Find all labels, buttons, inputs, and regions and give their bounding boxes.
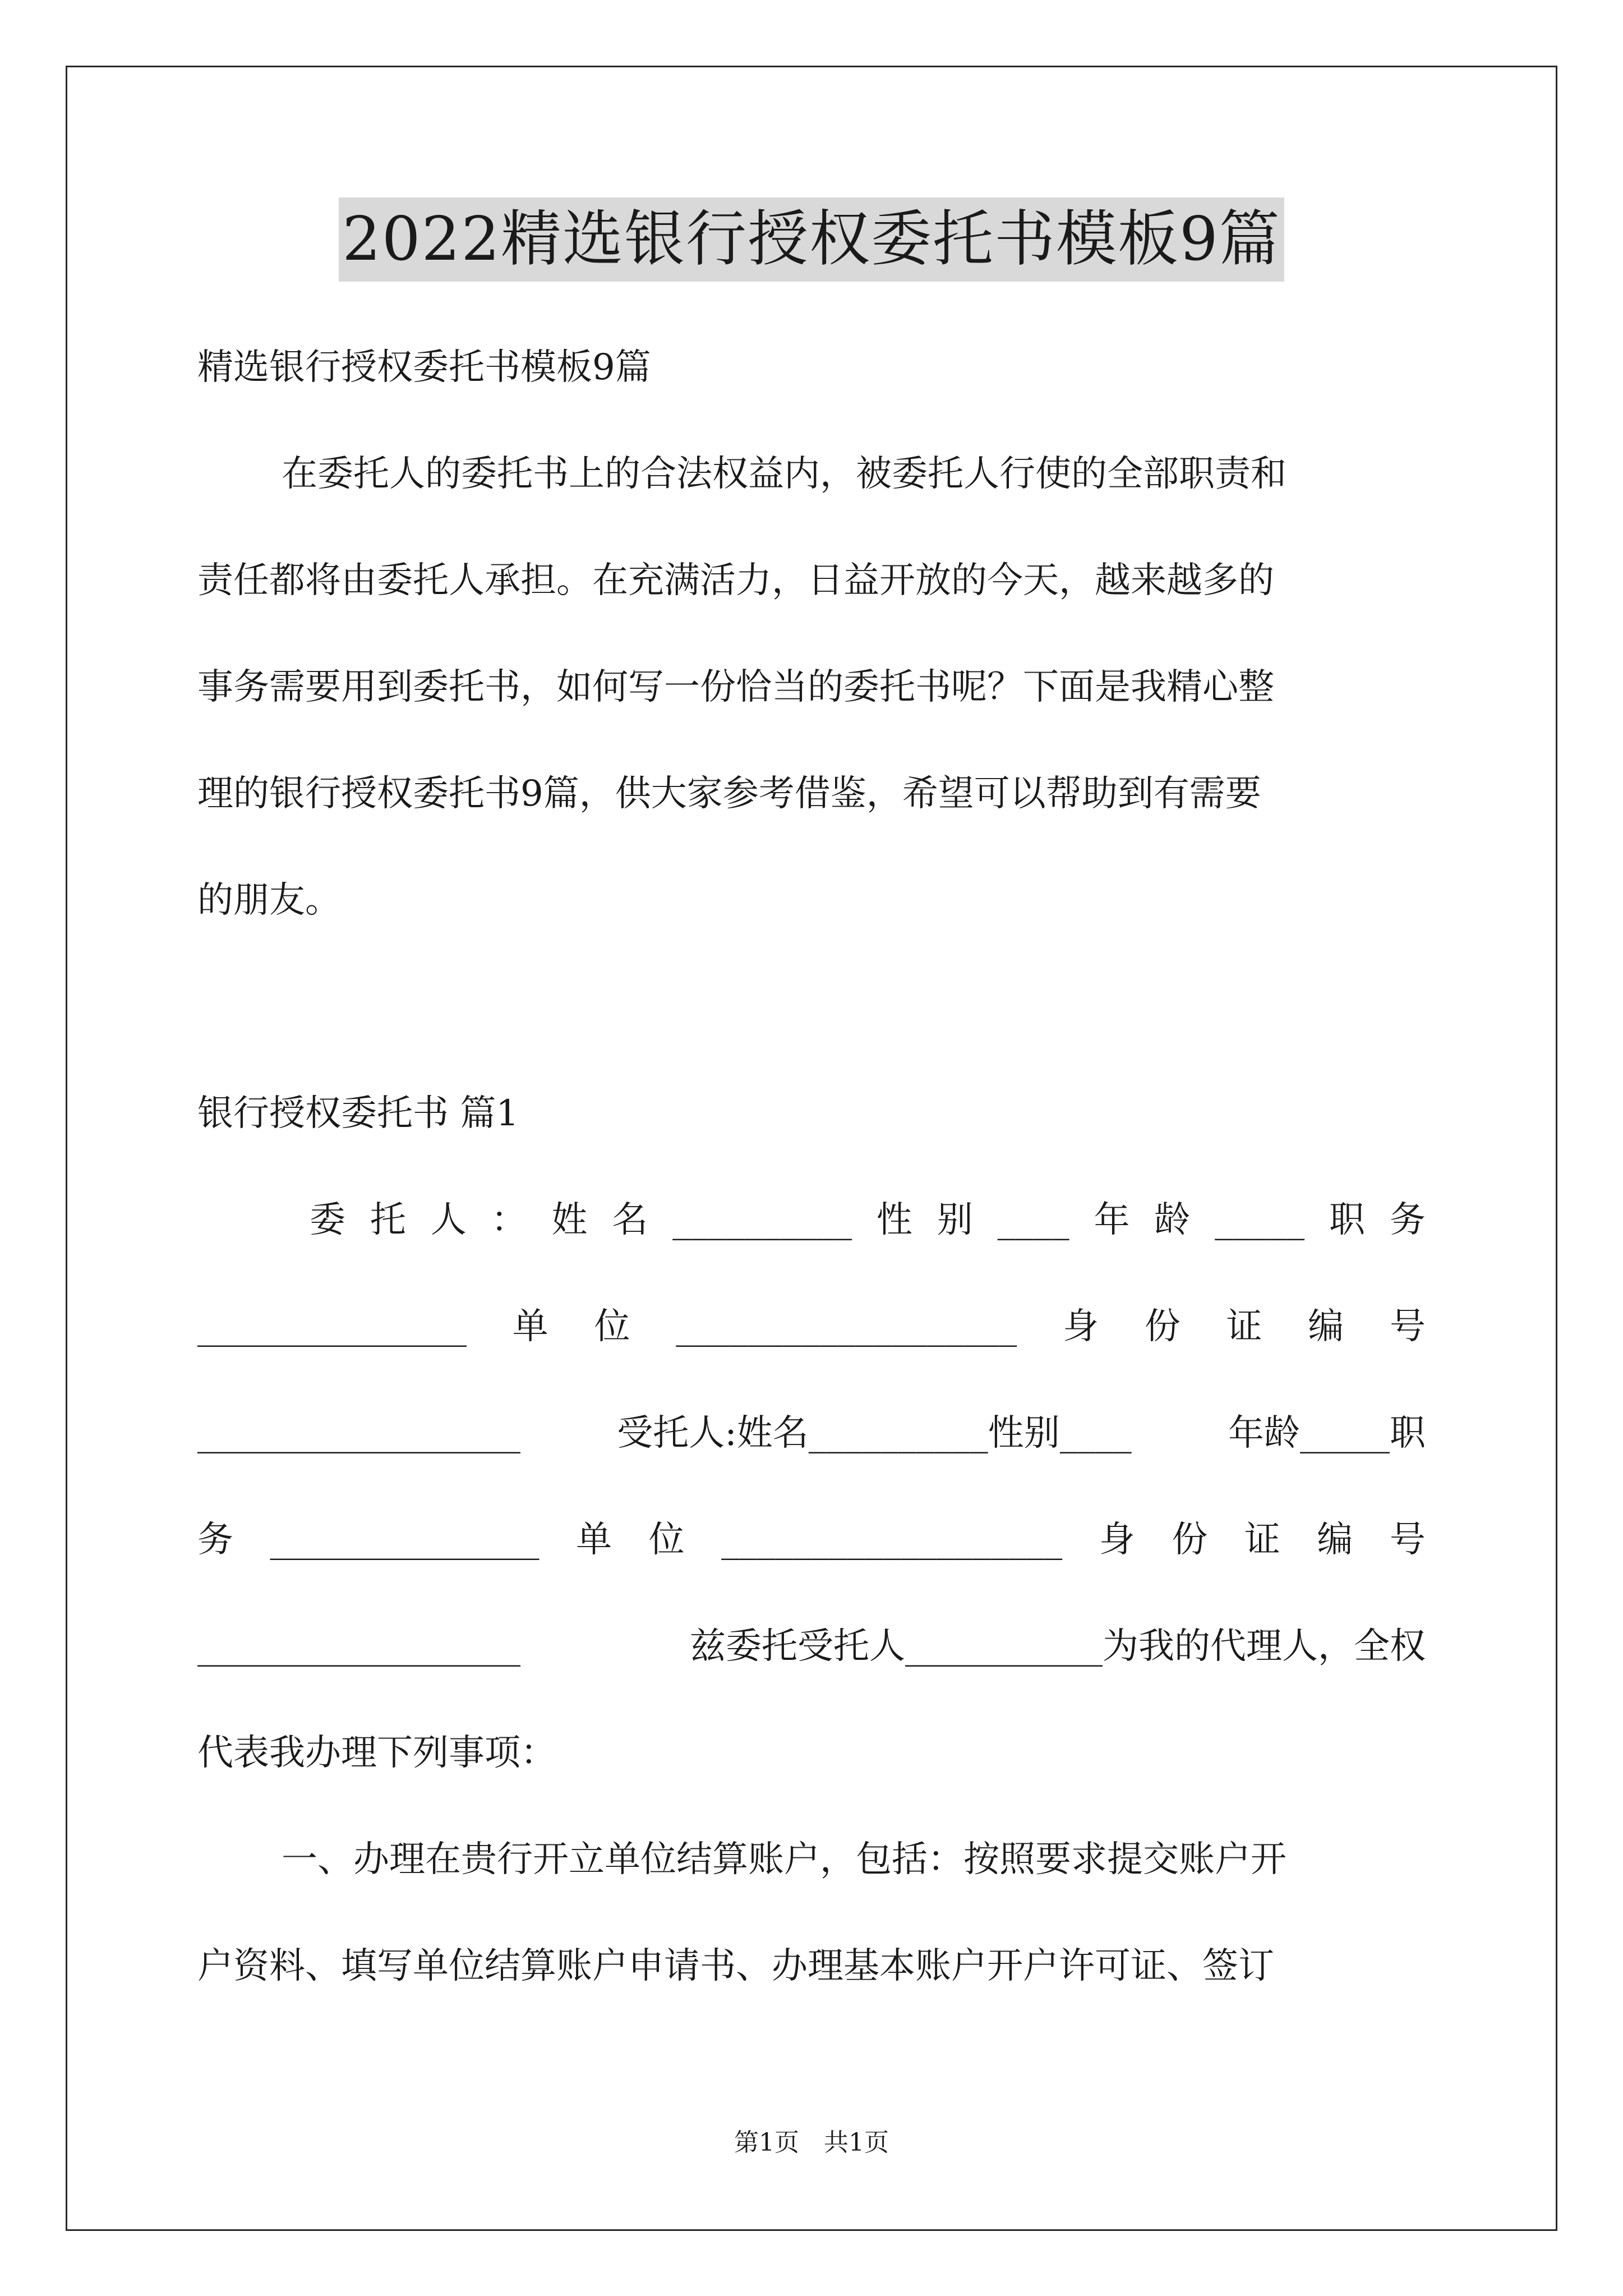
form-token: 证 [1244, 1519, 1280, 1561]
form-line-4 [197, 1487, 1426, 1593]
form-token: 托 [370, 1199, 406, 1241]
form-token: 职 [1329, 1199, 1365, 1241]
intro-line-4: 理的银行授权委托书9篇，供大家参考借鉴，希望可以帮助到有需要 [197, 773, 1261, 815]
document-body [197, 314, 1426, 2019]
form-token: 性 [876, 1199, 912, 1241]
intro-line-2: 责任都将由委托人承担。在充满活力，日益开放的今天，越来越多的 [197, 560, 1274, 601]
form-token: 名 [612, 1199, 648, 1241]
form-token: 证 [1226, 1306, 1262, 1347]
body-line-2: 一、办理在贵行开立单位结算账户，包括：按照要求提交账户开 [282, 1839, 1287, 1880]
form-blank: _____ [1215, 1199, 1305, 1241]
form-token: 受托人:姓名__________性别____ [617, 1412, 1132, 1454]
form-token: 单 [576, 1519, 612, 1561]
form-token: 姓 [551, 1199, 588, 1241]
form-token: 务 [1389, 1199, 1426, 1241]
form-token: ： [491, 1199, 527, 1241]
form-token: 份 [1172, 1519, 1208, 1561]
form-token: 年龄_____职 [1228, 1412, 1426, 1454]
form-blank: __________________ [197, 1412, 520, 1454]
form-token: 号 [1389, 1519, 1426, 1561]
form-token: 编 [1308, 1306, 1344, 1347]
intro-line-5: 的朋友。 [197, 880, 341, 921]
form-blank: __________________ [197, 1626, 520, 1667]
form-token: 编 [1317, 1519, 1353, 1561]
form-token: 兹委托受托人___________为我的代理人，全权 [690, 1626, 1426, 1667]
form-token: 位 [594, 1306, 630, 1347]
form-token: 身 [1063, 1306, 1099, 1347]
body-line-1: 代表我办理下列事项： [197, 1732, 556, 1774]
form-blank: ___________________ [676, 1306, 1017, 1347]
form-token: 号 [1390, 1306, 1426, 1347]
page-footer: 第1页 共1页 [734, 2128, 889, 2157]
form-token: 年 [1094, 1199, 1130, 1241]
form-blank: ____ [997, 1199, 1069, 1241]
form-token: 龄 [1154, 1199, 1191, 1241]
form-blank: ___________________ [721, 1519, 1063, 1561]
form-line-2 [197, 1273, 1426, 1380]
form-token: 别 [937, 1199, 973, 1241]
document-title: 2022精选银行授权委托书模板9篇 [339, 197, 1284, 282]
form-token: 份 [1144, 1306, 1181, 1347]
form-token: 委 [310, 1199, 345, 1241]
form-token: 务 [197, 1519, 233, 1561]
body-line-3: 户资料、填写单位结算账户申请书、办理基本账户开户许可证、签订 [197, 1945, 1274, 1987]
form-token: 位 [648, 1519, 685, 1561]
form-token: 人 [430, 1199, 467, 1241]
form-blank: _______________ [197, 1306, 467, 1347]
title-container [0, 197, 1623, 282]
form-blank: __________ [672, 1199, 852, 1241]
form-line-1 [197, 1167, 1426, 1273]
subtitle: 精选银行授权委托书模板9篇 [197, 347, 651, 388]
form-blank: _______________ [270, 1519, 540, 1561]
intro-line-3: 事务需要用到委托书，如何写一份恰当的委托书呢？下面是我精心整 [197, 666, 1274, 708]
intro-line-1: 在委托人的委托书上的合法权益内，被委托人行使的全部职责和 [282, 453, 1287, 495]
form-token: 身 [1099, 1519, 1135, 1561]
section-spacer [197, 954, 1426, 1060]
section-heading: 银行授权委托书 篇1 [197, 1093, 519, 1134]
form-line-3 [197, 1380, 1426, 1487]
form-token: 单 [512, 1306, 548, 1347]
form-line-5 [197, 1593, 1426, 1700]
